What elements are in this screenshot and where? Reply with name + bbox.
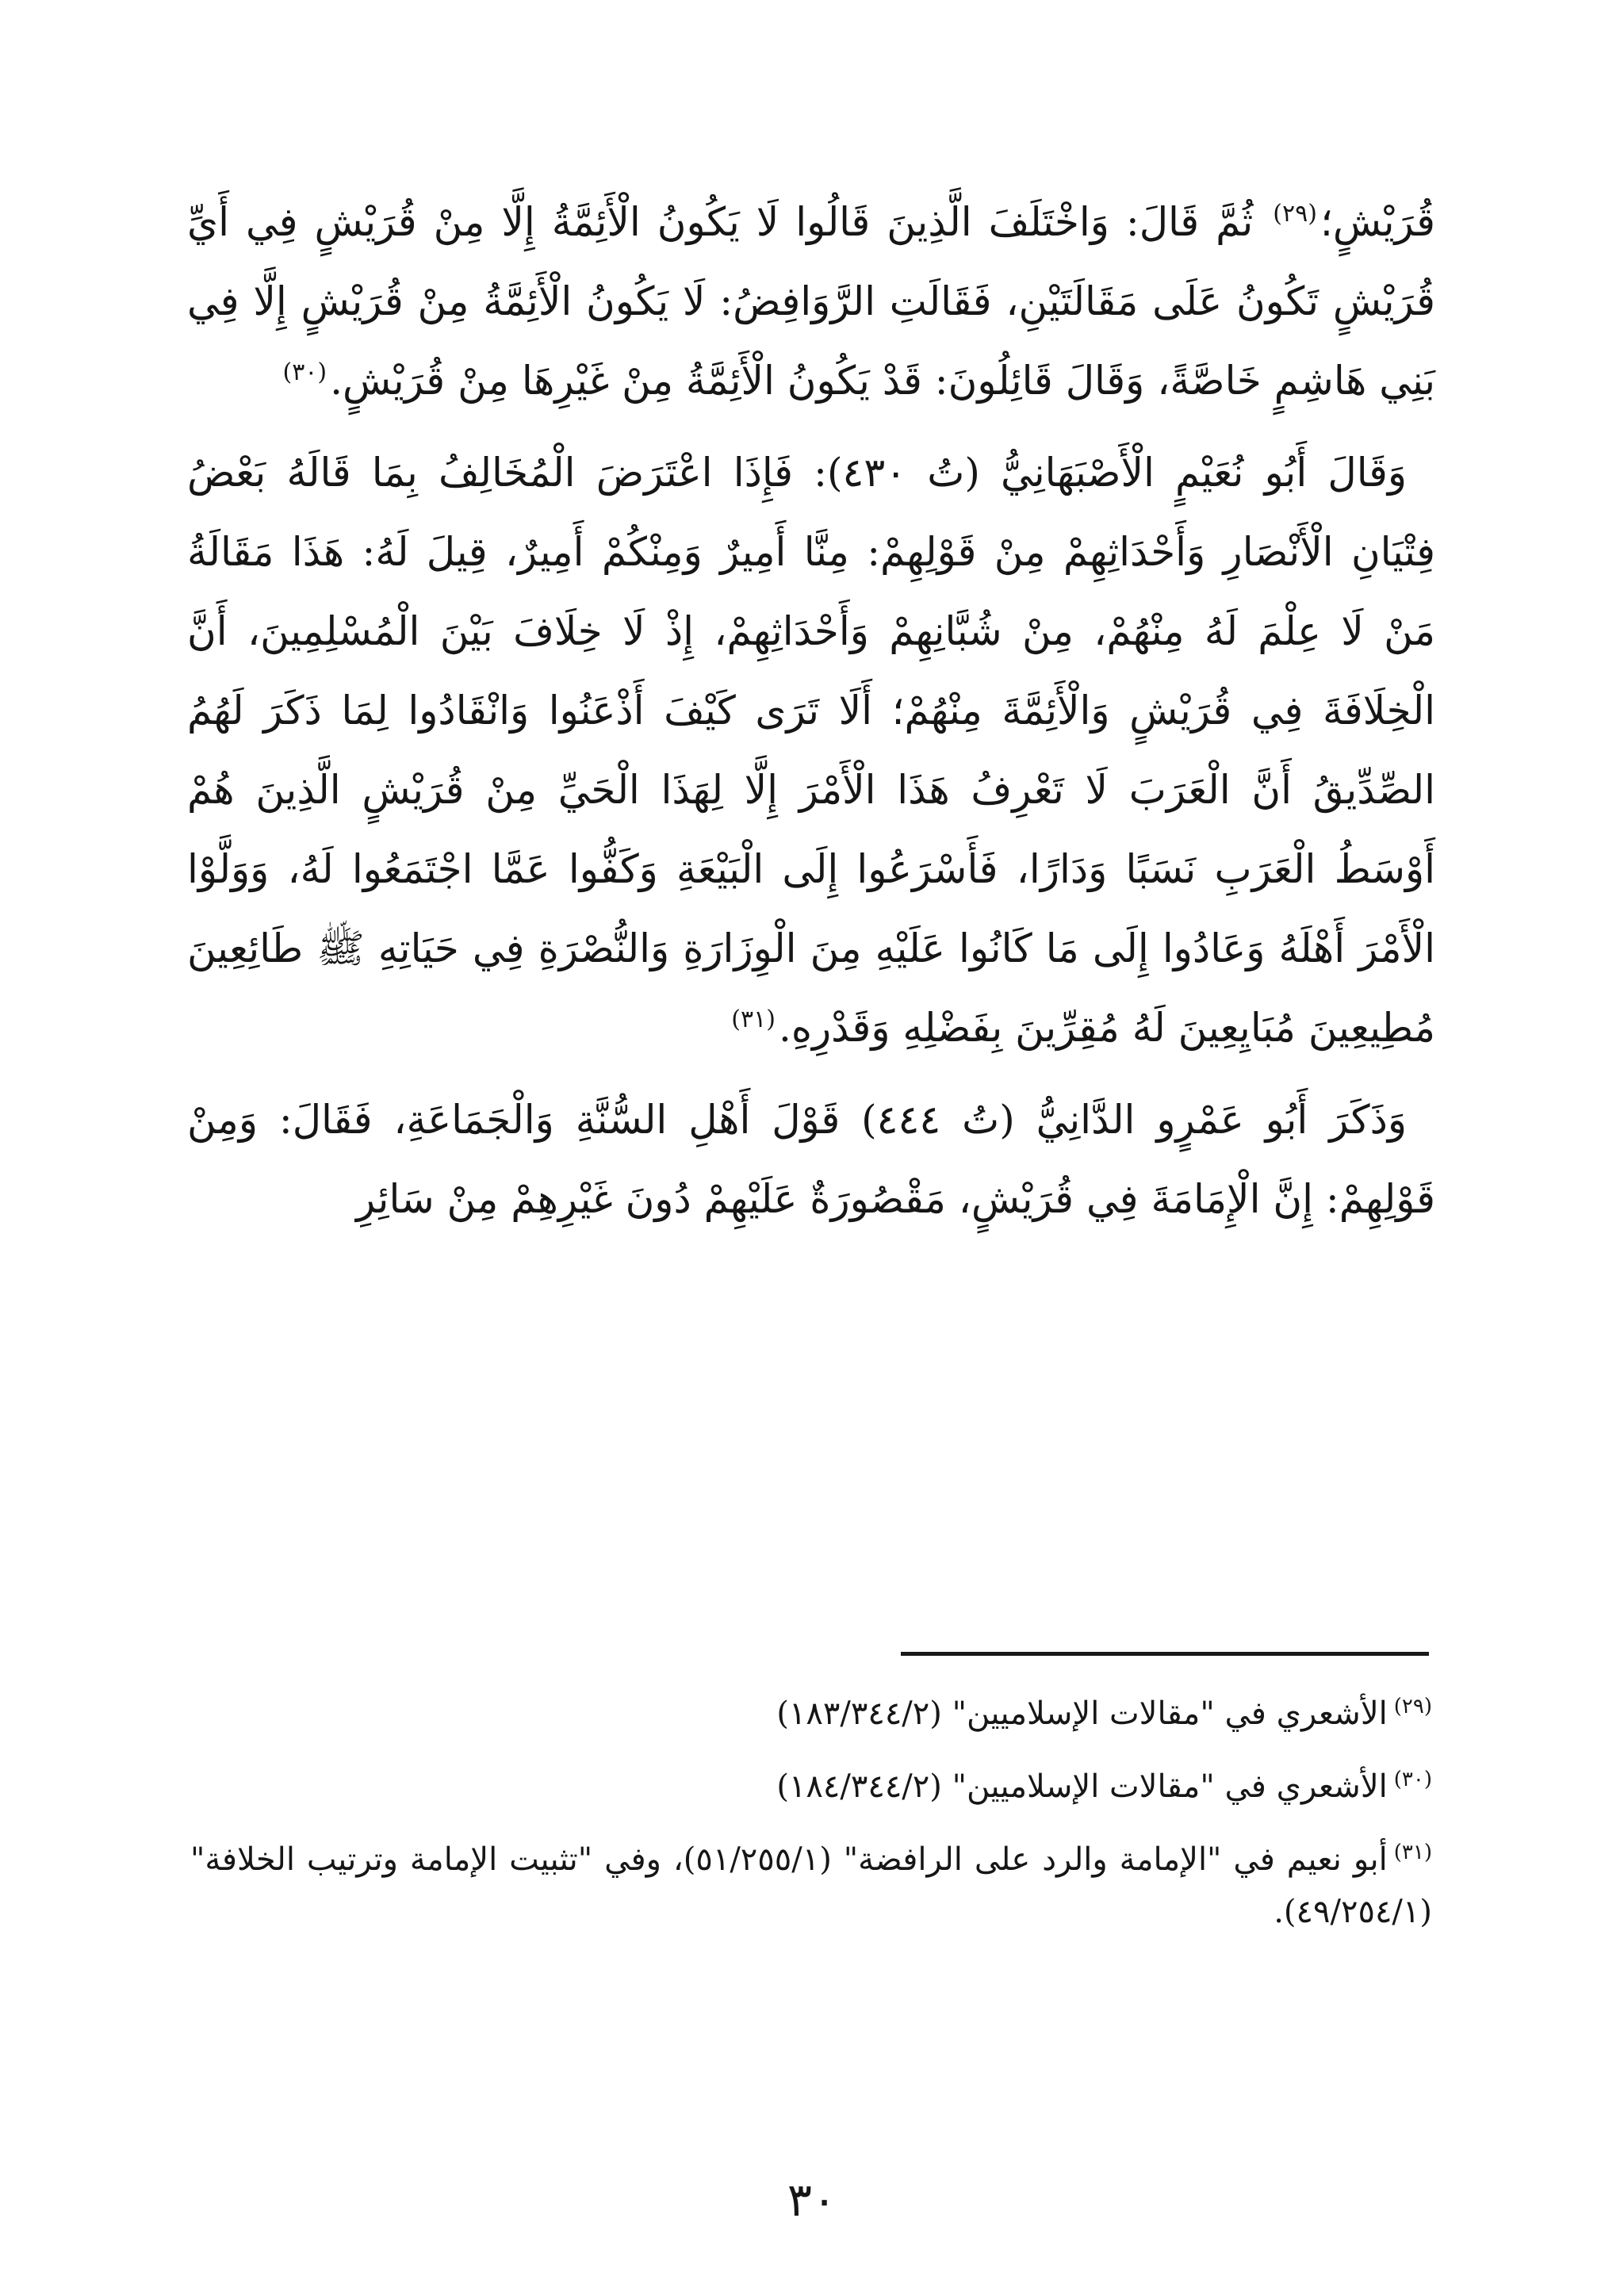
paragraph-1: [187, 182, 1435, 420]
main-text: [187, 182, 1435, 1239]
paragraph-2-text: وَقَالَ أَبُو نُعَيْمٍ الْأَصْبَهَانِيُّ (تُ ٤٣٠): فَإِذَا اعْتَرَضَ الْمُخَالِفُ بِمَا قَالَهُ بَعْضُ فِتْيَانِ الْأَنْصَارِ وَأَحْدَاثِهِمْ مِنْ قَوْلِهِمْ: مِنَّا أَمِيرٌ وَمِنْكُمْ أَمِيرٌ، قِيلَ لَهُ: هَذَا مَقَالَةُ مَنْ لَا عِلْمَ لَهُ مِنْهُمْ، مِنْ شُبَّانِهِمْ وَأَحْدَاثِهِمْ، إِذْ لَا خِلَافَ بَيْنَ الْمُسْلِمِينَ، أَنَّ الْخِلَافَةَ فِي قُرَيْشٍ وَالْأَئِمَّةَ مِنْهُمْ؛ أَلَا تَرَى كَيْفَ أَذْعَنُوا وَانْقَادُوا لِمَا ذَكَرَ لَهُمُ الصِّدِّيقُ أَنَّ الْعَرَبَ لَا تَعْرِفُ هَذَا الْأَمْرَ إِلَّا لِهَذَا الْحَيِّ مِنْ قُرَيْشٍ الَّذِينَ هُمْ أَوْسَطُ الْعَرَبِ نَسَبًا وَدَارًا، فَأَسْرَعُوا إِلَى الْبَيْعَةِ وَكَفُّوا عَمَّا اجْتَمَعُوا لَهُ، وَوَلَّوْا الْأَمْرَ أَهْلَهُ وَعَادُوا إِلَى مَا كَانُوا عَلَيْهِ مِنَ الْوِزَارَةِ وَالنُّصْرَةِ فِي حَيَاتِهِ ﷺ طَائِعِينَ مُطِيعِينَ مُبَايِعِينَ لَهُ مُقِرِّينَ بِفَضْلِهِ وَقَدْرِهِ.: [187, 450, 1435, 1051]
footnote-29: [190, 1688, 1432, 1740]
paragraph-3-text: وَذَكَرَ أَبُو عَمْرٍو الدَّانِيُّ (تُ ٤٤٤) قَوْلَ أَهْلِ السُّنَّةِ وَالْجَمَاعَةِ، فَقَالَ: وَمِنْ قَوْلِهِمْ: إِنَّ الْإِمَامَةَ فِي قُرَيْشٍ، مَقْصُورَةٌ عَلَيْهِمْ دُونَ غَيْرِهِمْ مِنْ سَائِرِ: [187, 1097, 1435, 1222]
footnote-ref-31[interactable]: (٣١): [731, 1006, 776, 1034]
footnotes: [190, 1688, 1432, 1938]
footnote-text: أبو نعيم في "الإمامة والرد على الرافضة" (٥١/٢٥٥/١)، وفي "تثبيت الإمامة وترتيب الخلافة" (٤٩/٢٥٤/١).: [190, 1841, 1432, 1930]
footnote-31: [190, 1833, 1432, 1938]
footnote-number: (٢٩): [1393, 1694, 1432, 1718]
paragraph-3: [187, 1080, 1435, 1239]
footnote-ref-30[interactable]: (٣٠): [282, 358, 327, 387]
page-number: ٣٠: [787, 2173, 837, 2227]
footnote-number: (٣١): [1393, 1840, 1433, 1864]
footnote-ref-29[interactable]: (٢٩): [1273, 200, 1317, 228]
footnote-separator: [901, 1652, 1429, 1656]
footnote-30: [190, 1760, 1432, 1813]
paragraph-2: [187, 433, 1435, 1067]
paragraph-1-text-b: ثُمَّ قَالَ: وَاخْتَلَفَ الَّذِينَ قَالُوا لَا يَكُونُ الْأَئِمَّةُ إِلَّا مِنْ قُرَيْشٍ فِي أَيِّ قُرَيْشٍ تَكُونُ عَلَى مَقَالَتَيْنِ، فَقَالَتِ الرَّوَافِضُ: لَا يَكُونُ الْأَئِمَّةُ مِنْ قُرَيْشٍ إِلَّا فِي بَنِي هَاشِمٍ خَاصَّةً، وَقَالَ قَائِلُونَ: قَدْ يَكُونُ الْأَئِمَّةُ مِنْ غَيْرِهَا مِنْ قُرَيْشٍ.: [187, 199, 1435, 404]
footnote-text: الأشعري في "مقالات الإسلاميين" (١٨٣/٣٤٤/٢): [776, 1695, 1388, 1732]
footnote-text: الأشعري في "مقالات الإسلاميين" (١٨٤/٣٤٤/٢): [776, 1768, 1388, 1805]
paragraph-1-text-a: قُرَيْشٍ؛: [1320, 199, 1435, 245]
footnote-number: (٣٠): [1393, 1767, 1432, 1791]
